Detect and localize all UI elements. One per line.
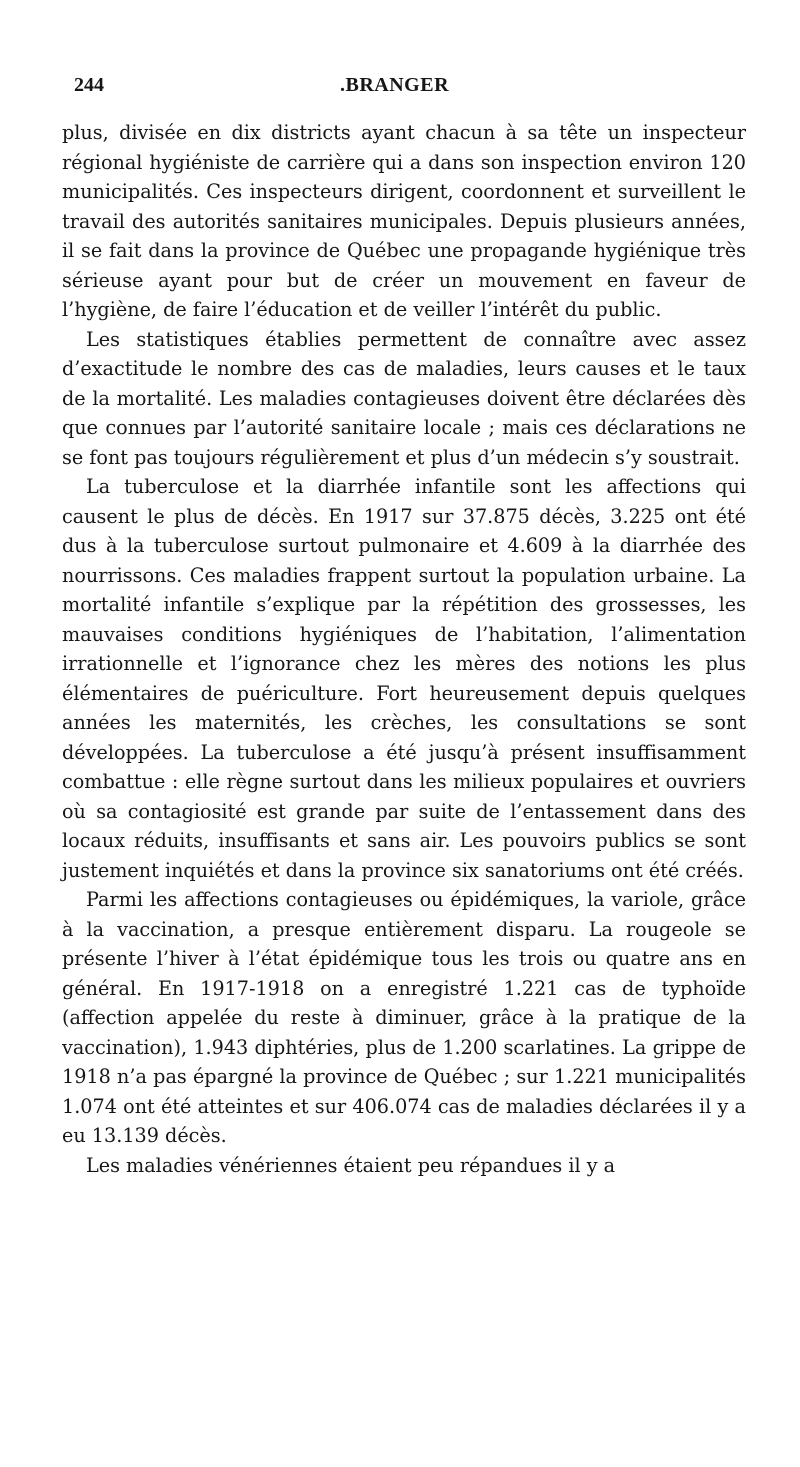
paragraph-tuberculosis: La tuberculose et la diarrhée infantile sont les affections qui causent le plus de décès. En 1917 sur 37.875 décès, 3.225 ont été dus à la tuberculose surtout pulmonaire et 4.609 à la diarrhée des nourrissons. Ces maladies frappent surtout la population urbaine. La mortalité infantile s’explique par la répétition des grossesses, les mauvaises conditions hygiéniques de l’habitation, l’alimentation irrationnelle et l’ignorance chez les mères des notions les plus élémentaires de puériculture. Fort heureusement depuis quelques années les maternités, les crèches, les consultations se sont développées. La tuberculose a été jusqu’à présent insuffisamment combattue : elle règne surtout dans les milieux populaires et ouvriers où sa contagiosité est grande par suite de l’entassement dans des locaux réduits, insuffisants et sans air. Les pouvoirs publics se sont justement inquiétés et dans la province six sanatoriums ont été créés. bbox=[62, 475, 746, 882]
body-text bbox=[62, 118, 746, 1180]
paragraph-epidemics: Parmi les affections contagieuses ou épidémiques, la variole, grâce à la vaccination, a presque entièrement disparu. La rougeole se présente l’hiver à l’état épidémique tous les trois ou quatre ans en général. En 1917-1918 on a enregistré 1.221 cas de typhoïde (affection appelée du reste à diminuer, grâce à la pratique de la vaccination), 1.943 diphtéries, plus de 1.200 scarlatines. La grippe de 1918 n’a pas épargné la province de Québec ; sur 1.221 municipalités 1.074 ont été atteintes et sur 406.074 cas de maladies déclarées il y a eu 13.139 décès. bbox=[62, 888, 746, 1147]
page-header bbox=[74, 74, 744, 106]
paragraph-venereal: Les maladies vénériennes étaient peu répandues il y a bbox=[86, 1153, 616, 1177]
paragraph-statistics: Les statistiques établies permettent de connaître avec assez d’exactitude le nombre des cas de maladies, leurs causes et le taux de la mortalité. Les maladies contagieuses doivent être déclarées dès que connues par l’autorité sanitaire locale ; mais ces déclarations ne se font pas toujours régulièrement et plus d’un médecin s’y soustrait. bbox=[62, 327, 746, 469]
page-number: 244 bbox=[74, 74, 104, 96]
running-head: .BRANGER bbox=[340, 74, 450, 96]
paragraph-continued: plus, divisée en dix districts ayant chacun à sa tête un inspecteur régional hygiéniste de carrière qui a dans son inspection environ 120 municipalités. Ces inspecteurs dirigent, coordonnent et surveillent le travail des autorités sanitaires municipales. Depuis plusieurs années, il se fait dans la province de Québec une propagande hygiénique très sérieuse ayant pour but de créer un mouvement en faveur de l’hygiène, de faire l’éducation et de veiller l’intérêt du public. bbox=[62, 121, 746, 321]
